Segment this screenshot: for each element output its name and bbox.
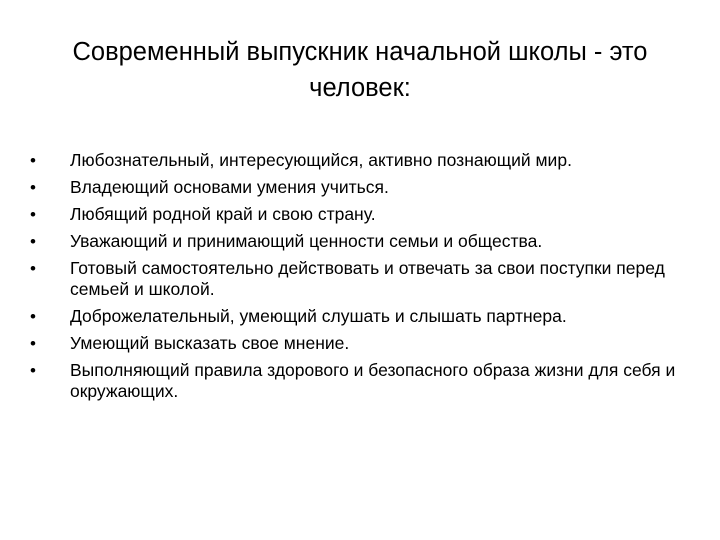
list-item	[30, 177, 690, 198]
list-item-text: Любящий родной край и свою страну.	[70, 204, 376, 224]
list-item-text: Доброжелательный, умеющий слушать и слышать партнера.	[70, 306, 567, 326]
bullet-icon: •	[30, 151, 36, 170]
bullet-icon: •	[30, 307, 36, 326]
bullet-icon: •	[30, 334, 36, 353]
list-item-text: Выполняющий правила здорового и безопасного образа жизни для себя и окружающих.	[70, 360, 676, 401]
bullet-list	[30, 150, 690, 408]
bullet-icon: •	[30, 205, 36, 224]
list-item	[30, 306, 690, 327]
list-item	[30, 204, 690, 225]
list-item	[30, 333, 690, 354]
bullet-icon: •	[30, 178, 36, 197]
list-item-text: Владеющий основами умения учиться.	[70, 177, 389, 197]
slide-title: Современный выпускник начальной школы - это человек:	[72, 38, 648, 102]
list-item	[30, 231, 690, 252]
bullet-icon: •	[30, 232, 36, 251]
list-item-text: Любознательный, интересующийся, активно познающий мир.	[70, 150, 572, 170]
list-item	[30, 150, 690, 171]
bullet-icon: •	[30, 361, 36, 380]
list-item	[30, 258, 690, 300]
list-item-text: Готовый самостоятельно действовать и отвечать за свои поступки перед семьей и школой.	[70, 258, 665, 299]
list-item-text: Умеющий высказать свое мнение.	[70, 333, 350, 353]
list-item-text: Уважающий и принимающий ценности семьи и общества.	[70, 231, 543, 251]
bullet-icon: •	[30, 259, 36, 278]
list-item	[30, 360, 690, 402]
